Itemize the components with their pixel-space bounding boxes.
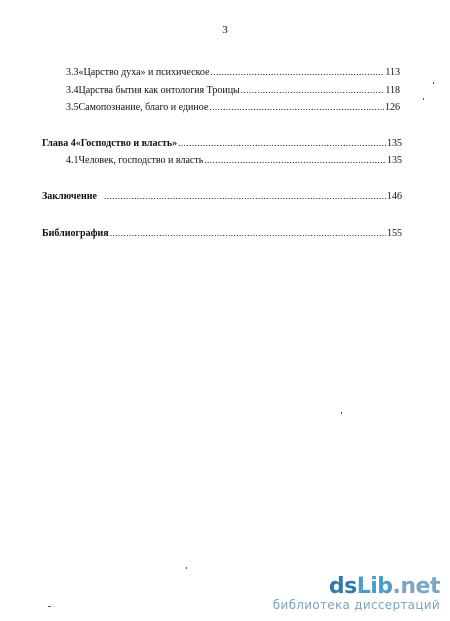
toc-leader-dots (209, 101, 384, 113)
scan-speck (433, 82, 434, 84)
toc-entry-page: 135 (387, 138, 402, 149)
toc-leader-dots (104, 190, 386, 202)
scan-speck (186, 567, 187, 569)
toc-leader-dots (178, 137, 386, 149)
toc-entry-title: «Царство духа» и психическое (78, 67, 210, 78)
scan-speck (341, 412, 342, 414)
toc-entry-number: 3.5 (66, 102, 79, 113)
toc-entry-number: 4.1 (66, 155, 79, 166)
toc-entry-3-3[interactable] (66, 66, 400, 79)
toc-entry-title: «Господство и власть» (75, 138, 178, 149)
toc-entry-4-1[interactable] (66, 154, 402, 167)
toc-entry-3-4[interactable] (66, 84, 400, 97)
toc-entry-number: Глава 4 (42, 138, 76, 149)
toc-leader-dots (210, 66, 384, 78)
dslib-watermark[interactable] (273, 576, 440, 613)
toc-entry-page: 146 (387, 191, 402, 202)
toc-leader-dots (110, 227, 386, 239)
toc-leader-dots (241, 84, 385, 96)
toc-entry-number: 3.3 (66, 67, 79, 78)
toc-entry-title: Человек, господство и власть (78, 155, 204, 166)
toc-entry-3-5[interactable] (66, 101, 400, 114)
toc-leader-dots (204, 154, 386, 166)
toc-entry-page: 135 (387, 155, 402, 166)
dslib-logo: dsLib.net (328, 574, 440, 599)
toc-entry-conclusion[interactable] (42, 190, 402, 203)
toc-entry-page: 126 (385, 102, 400, 113)
toc-entry-page: 118 (385, 85, 400, 96)
toc-entry-title: Царства бытия как онтология Троицы (78, 85, 240, 96)
toc-entry-chapter-4[interactable] (42, 137, 402, 150)
toc-entry-title: Самопознание, благо и единое (78, 102, 209, 113)
toc-entry-number: 3.4 (66, 85, 79, 96)
toc-entry-page: 113 (385, 67, 400, 78)
toc-entry-page: 155 (387, 228, 402, 239)
page-number: 3 (222, 24, 228, 36)
toc-entry-title: Библиография (42, 228, 109, 239)
dslib-subtitle: библиотека диссертаций (272, 598, 440, 612)
toc-entry-title: Заключение (42, 191, 97, 202)
toc-entry-bibliography[interactable] (42, 227, 402, 240)
scan-speck (423, 98, 424, 100)
scan-speck (48, 606, 51, 607)
